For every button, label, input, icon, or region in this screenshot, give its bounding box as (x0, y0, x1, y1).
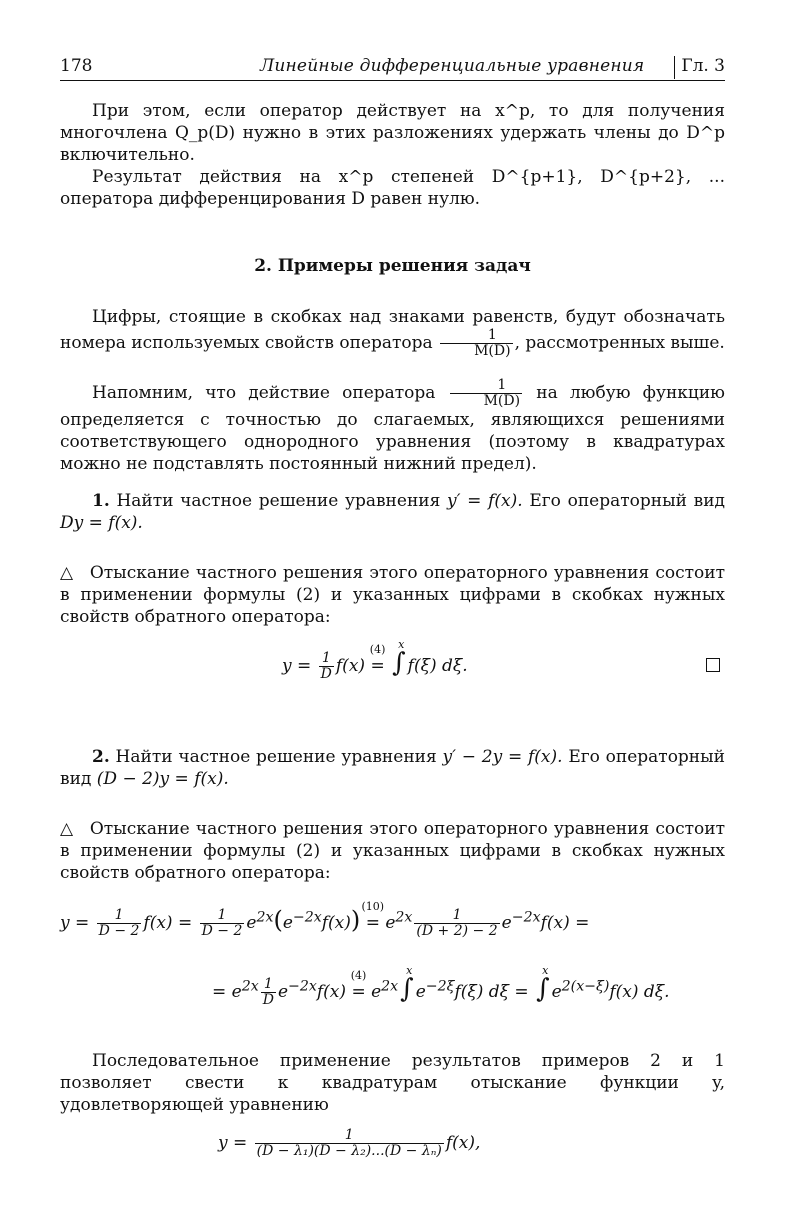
example-1-number: 1. (92, 491, 110, 511)
formula-2-property-label-4: (4) = (350, 969, 367, 1002)
fraction-denominator-2: M(D) (483, 393, 521, 409)
solution-2-formula-line-1: y = $\frac{1}{D - 2}$ f(x) = $\frac{1}{D - 2}$ $e^{2x}(e^{-2x}f(x))$ (10) = $e^{2x}$ $\frac{1}{(D + 2) - 2}$ $e^{-2x}f(x)$ = (60, 900, 590, 939)
formula-2-property-label-10: (10) = (361, 900, 385, 933)
example-2-text-b: Его операторный вид (60, 747, 725, 789)
solution-2-start-marker: △ (60, 819, 74, 839)
final-fraction: $\frac{1}{\text{(D − λ₁)(D − λ₂)...(D − λₙ)}}$ (256, 1127, 442, 1159)
page-number: 178 (60, 56, 93, 76)
example-2-operator-form: (D − 2)y = f(x). (96, 769, 229, 789)
end-of-proof-square (706, 658, 720, 672)
fraction-denominator: M(D) (474, 343, 511, 359)
formula-1-property-label: (4) = (369, 643, 386, 676)
paragraph-1: При этом, если оператор действует на x^p, то для получения многочлена Q_p(D) нужно в этих разложениях удержать члены до D^p включительно. (60, 101, 725, 165)
paragraph-3 (60, 306, 725, 359)
solution-start-marker: △ (60, 563, 74, 583)
example-2 (60, 746, 725, 790)
fraction-numerator-2: 1 (450, 378, 522, 394)
example-1-text-a: Найти частное решение уравнения (116, 491, 441, 511)
paragraph-2: Результат действия на x^p степеней D^{p+1}, D^{p+2}, ... оператора дифференцирования D равен нулю. (60, 167, 725, 209)
operator-fraction (440, 328, 512, 359)
example-1-equation: y′ = f(x). (447, 491, 523, 511)
example-1-text-b: Его операторный вид (529, 491, 725, 511)
example-2-equation: y′ − 2y = f(x). (442, 747, 563, 767)
operator-fraction-2 (450, 378, 522, 409)
paragraph-4-text-a: Напомним, что действие оператора (92, 383, 436, 403)
paragraph-4-text-b: на любую функцию определяется с точностью до слагаемых, являющихся решениями соответствующего однородного уравнения (поэтому в квадратурах можно не подставлять постоянный нижний предел). (60, 383, 725, 474)
solution-1-formula: y = $\frac{1}{D}$ f(x) (4) = ∫ x f(ξ) dξ. (282, 638, 468, 682)
example-2-number: 2. (92, 747, 110, 767)
solution-2-formula-line-2: = $e^{2x}$ $\frac{1}{D}$ $e^{-2x}f(x)$ (4) = $e^{2x}\int$ x $e^{-2\xi}f(\xi) d\xi$ = ∫ x $e^{2(x-\xi)}f(x)$ dξ. (212, 964, 670, 1008)
paragraph-3-text-b: , рассмотренных выше. (514, 333, 725, 353)
final-fraction-denominator: (D − λ₁)(D − λ₂)...(D − λₙ) (256, 1143, 442, 1159)
solution-1 (60, 562, 725, 628)
solution-2 (60, 818, 725, 884)
example-1-operator-form: Dy = f(x). (60, 513, 143, 533)
solution-1-text: Отыскание частного решения этого операторного уравнения состоит в применении формулы (2) и указанных цифрами в скобках нужных свойств обратного оператора: (60, 563, 725, 627)
paragraph-4 (60, 378, 725, 475)
section-title: 2. Примеры решения задач (254, 256, 531, 276)
page-header (60, 56, 725, 81)
paragraph-5: Последовательное применение результатов примеров 2 и 1 позволяет свести к квадратурам отыскание функции y, удовлетворяющей уравнению (60, 1051, 725, 1115)
chapter-label: Гл. 3 (674, 56, 725, 79)
paragraph-3-text-a: Цифры, стоящие в скобках над знаками равенств, будут обозначать номера используемых свойств оператора (60, 307, 725, 353)
example-2-text-a: Найти частное решение уравнения (115, 747, 437, 767)
running-title: Линейные дифференциальные уравнения (260, 56, 645, 76)
fraction-numerator: 1 (440, 328, 512, 344)
solution-2-text: Отыскание частного решения этого операторного уравнения состоит в применении формулы (2) и указанных цифрами в скобках нужных свойств обратного оператора: (60, 819, 725, 883)
example-1 (60, 490, 725, 534)
formula-1-fraction: $\frac{1}{D}$ (320, 650, 332, 682)
final-formula: y = $\frac{1}{\text{(D − λ₁)(D − λ₂)...(D − λₙ)}}$ f(x), (218, 1127, 481, 1159)
